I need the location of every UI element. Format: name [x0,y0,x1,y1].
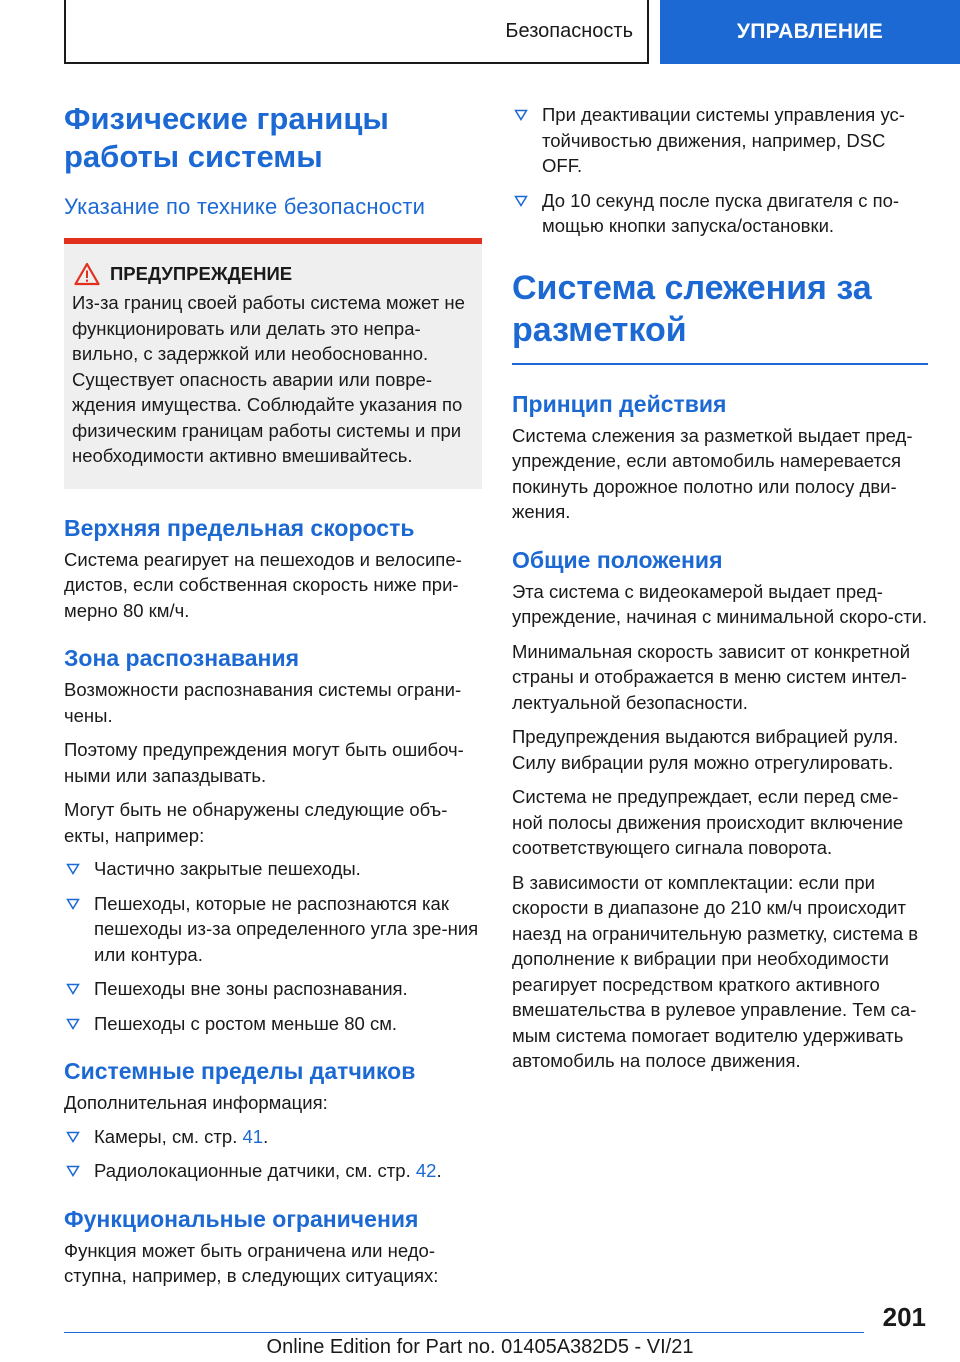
header-section-tab [64,0,649,64]
limits-heading: Физические границы работы системы [64,101,389,174]
situations-list [512,102,928,239]
sensor-text: Дополнительная информация: [64,1092,328,1113]
zone-paragraph-2: Поэтому предупреждения могут быть ошибоч-ными или запаздывать. [64,739,464,786]
zone-paragraph-1: Возможности распознавания системы ограни-чены. [64,679,462,726]
sensor-heading: Системные пределы датчиков [64,1058,416,1084]
warning-box [64,244,482,489]
list-item-text: Пешеходы, которые не распознаются как пешеходы из-за определенного угла зре-ния или контура. [94,892,479,965]
triangle-bullet-icon [66,898,80,910]
general-paragraph-4: Система не предупреждает, если перед сме-ной полосы движения происходит включение соответствующего сигнала поворота. [512,786,904,858]
speed-heading: Верхняя предельная скорость [64,514,415,541]
list-item [64,891,482,968]
page-link-radar[interactable]: 42 [415,1160,437,1181]
list-item-text: До 10 секунд после пуска двигателя с по-мощью кнопки запуска/остановки. [542,189,900,236]
function-heading: Функциональные ограничения [64,1205,419,1232]
zone-list [64,856,482,1036]
lane-system-heading: Система слежения за разметкой [512,268,872,349]
zone-paragraph-3: Могут быть не обнаружены следующие объ-екты, например: [64,799,448,846]
list-item [64,856,482,882]
list-item-text: Пешеходы с ростом меньше 80 см. [94,1012,398,1034]
zone-heading: Зона распознавания [64,645,299,671]
principle-heading: Принцип действия [512,390,727,417]
list-item [64,1011,482,1037]
warning-title-label: ПРЕДУПРЕЖДЕНИЕ [110,263,293,284]
header-chapter-tab [660,0,960,64]
list-item-end: . [263,1125,269,1147]
general-paragraph-5: В зависимости от комплектации: если при скорости в диапазоне до 210 км/ч происходит наезд на ограничительную разметку, система в дополнение к вибрации при необходимости реагирует посредством краткого активного вмешательства в рулевое управление. Тем са-мым система помогает водителю удерживать автомобиль на полосе движения. [512,871,919,1071]
footer-rule [64,1332,864,1333]
triangle-bullet-icon [66,983,80,995]
sensor-list [64,1124,482,1184]
principle-text: Система слежения за разметкой выдает пред-упреждение, если автомобиль намеревается покинуть дорожное полотно или полосу дви-жения. [512,424,913,522]
triangle-bullet-icon [66,1165,80,1177]
left-column [64,100,482,1289]
warning-title [72,262,474,286]
general-heading: Общие положения [512,546,723,573]
list-item [512,102,928,179]
triangle-bullet-icon [514,195,528,207]
general-paragraph-1: Эта система с видеокамерой выдает пред-упреждение, начиная с минимальной скоро-сти. [512,580,928,627]
warning-triangle-icon [74,262,100,286]
warning-text: Из-за границ своей работы система может не функционировать или делать это непра-вильно, с задержкой или необоснованно. Существует опасность аварии или повре-ждения имущества. Соблюдайте указания по физическим границам работы системы и при необходимости активно вмешивайтесь. [72,292,465,466]
header-chapter-label: УПРАВЛЕНИЕ [736,20,884,43]
list-item-text: Частично закрытые пешеходы. [94,858,361,879]
list-item [64,1124,482,1150]
page-link-cameras[interactable]: 41 [242,1125,264,1147]
list-item-text: Пешеходы вне зоны распознавания. [94,978,408,999]
list-item-text: При деактивации системы управления ус-тойчивостью движения, например, DSC OFF. [542,104,905,176]
general-paragraph-2: Минимальная скорость зависит от конкретной страны и отображается в меню систем интел-лектуальной безопасности. [512,640,911,713]
triangle-bullet-icon [66,863,80,875]
list-item-text: Радиолокационные датчики, см. стр. [94,1160,416,1181]
section-rule [512,363,928,365]
list-item [64,1158,482,1184]
header-section-label: Безопасность [505,19,633,42]
list-item-text: Камеры, см. стр. [94,1125,243,1147]
list-item [512,188,928,239]
page-number: 201 [882,1302,926,1332]
triangle-bullet-icon [514,109,528,121]
function-text: Функция может быть ограничена или недо-ступна, например, в следующих ситуациях: [64,1239,439,1286]
triangle-bullet-icon [66,1131,80,1143]
footer-edition: Online Edition for Part no. 01405A382D5 - VI/21 [266,1336,694,1358]
general-paragraph-3: Предупреждения выдаются вибрацией руля. Силу вибрации руля можно отрегулировать. [512,726,899,773]
speed-text: Система реагирует на пешеходов и велосипе-дистов, если собственная скорость ниже при-мерно 80 км/ч. [64,548,462,621]
triangle-bullet-icon [66,1018,80,1030]
right-column [512,100,928,1074]
list-item-end: . [436,1160,442,1181]
safety-subheading: Указание по технике безопасности [64,194,426,219]
list-item [64,976,482,1002]
